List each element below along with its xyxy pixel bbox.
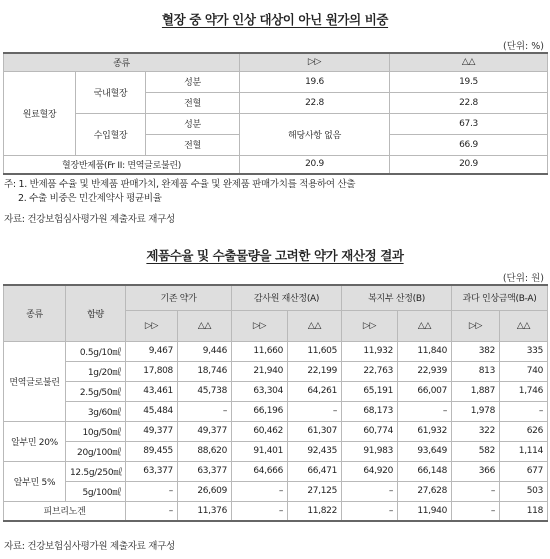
table-row: [4, 421, 548, 441]
note-2: 2. 수출 비중은 민간제약사 평균비율: [18, 193, 162, 204]
value-cell: 11,660: [232, 341, 288, 361]
value-cell: 813: [452, 361, 500, 381]
cell: 19.6: [240, 71, 390, 92]
table-row: [4, 501, 548, 521]
cell: 22.8: [390, 92, 548, 113]
dose-cell: 20g/100㎖: [66, 441, 126, 461]
value-cell: 118: [500, 501, 548, 521]
table-row: [4, 361, 548, 381]
header-excess: 과다 인상금액(B-A): [452, 285, 548, 310]
header-welfare: 복지부 산정(B): [342, 285, 452, 310]
value-cell: 322: [452, 421, 500, 441]
value-cell: 11,376: [178, 501, 232, 521]
value-cell: 582: [452, 441, 500, 461]
cell: 20.9: [390, 155, 548, 174]
header-col-a: ▷▷: [240, 53, 390, 71]
cell: 66.9: [390, 134, 548, 155]
sub-b: △△: [500, 310, 548, 341]
table-row: [4, 441, 548, 461]
table2-header-row: [4, 285, 548, 310]
value-cell: 66,007: [398, 381, 452, 401]
group-label: 면역글로불린: [4, 341, 66, 421]
value-cell: 18,746: [178, 361, 232, 381]
value-cell: 22,199: [288, 361, 342, 381]
value-cell: 677: [500, 461, 548, 481]
value-cell: 61,307: [288, 421, 342, 441]
table1-header-row: [4, 53, 548, 71]
value-cell: 9,446: [178, 341, 232, 361]
header-col-b: △△: [390, 53, 548, 71]
value-cell: 27,125: [288, 481, 342, 501]
table1-notes: [4, 178, 355, 206]
row-whole: 전혈: [146, 134, 240, 155]
value-cell: 21,940: [232, 361, 288, 381]
header-existing: 기존 약가: [126, 285, 232, 310]
group-label: 원료혈장: [4, 71, 76, 155]
sub-import: 수입혈장: [76, 113, 146, 155]
table2-body: [4, 341, 548, 521]
dose-cell: 0.5g/10㎖: [66, 341, 126, 361]
value-cell: –: [178, 401, 232, 421]
dose-cell: 12.5g/250㎖: [66, 461, 126, 481]
semi-label: 혈장반제품(Fr II: 면역글로불린): [4, 155, 240, 174]
value-cell: 17,808: [126, 361, 178, 381]
value-cell: 22,763: [342, 361, 398, 381]
value-cell: 64,666: [232, 461, 288, 481]
header-audit: 감사원 재산정(A): [232, 285, 342, 310]
value-cell: 366: [452, 461, 500, 481]
value-cell: 45,738: [178, 381, 232, 401]
value-cell: 22,939: [398, 361, 452, 381]
value-cell: 1,114: [500, 441, 548, 461]
row-whole: 전혈: [146, 92, 240, 113]
value-cell: 66,148: [398, 461, 452, 481]
value-cell: 11,932: [342, 341, 398, 361]
value-cell: –: [232, 501, 288, 521]
header-type: 종류: [4, 285, 66, 341]
value-cell: 45,484: [126, 401, 178, 421]
value-cell: 89,455: [126, 441, 178, 461]
table-row: [4, 71, 548, 92]
table-row: [4, 381, 548, 401]
value-cell: 11,840: [398, 341, 452, 361]
value-cell: 11,940: [398, 501, 452, 521]
group-label: 알부민 5%: [4, 461, 66, 501]
table-row: [4, 461, 548, 481]
sub-a: ▷▷: [126, 310, 178, 341]
table1-unit: (단위: %): [502, 41, 544, 52]
value-cell: 26,609: [178, 481, 232, 501]
dose-cell: 2.5g/50㎖: [66, 381, 126, 401]
value-cell: –: [288, 401, 342, 421]
value-cell: 49,377: [178, 421, 232, 441]
value-cell: 91,983: [342, 441, 398, 461]
value-cell: 1,887: [452, 381, 500, 401]
value-cell: 335: [500, 341, 548, 361]
sub-a: ▷▷: [342, 310, 398, 341]
value-cell: 382: [452, 341, 500, 361]
sub-a: ▷▷: [452, 310, 500, 341]
value-cell: 65,191: [342, 381, 398, 401]
value-cell: 61,932: [398, 421, 452, 441]
note-1: 주: 1. 반제품 수율 및 반제품 판매가치, 완제품 수율 및 완제품 판매가치를 적용하여 산출: [4, 179, 356, 190]
cell: 22.8: [240, 92, 390, 113]
value-cell: 88,620: [178, 441, 232, 461]
table2-unit: (단위: 원): [502, 273, 544, 284]
value-cell: 60,462: [232, 421, 288, 441]
value-cell: 68,173: [342, 401, 398, 421]
value-cell: 93,649: [398, 441, 452, 461]
fibrin-label: 피브리노겐: [4, 501, 126, 521]
value-cell: –: [126, 501, 178, 521]
table-row: [4, 481, 548, 501]
row-component: 성분: [146, 71, 240, 92]
value-cell: 503: [500, 481, 548, 501]
value-cell: 1,978: [452, 401, 500, 421]
dose-cell: 5g/100㎖: [66, 481, 126, 501]
value-cell: 92,435: [288, 441, 342, 461]
sub-b: △△: [178, 310, 232, 341]
na-note: 해당사항 없음: [240, 113, 390, 155]
table2-title: 제품수율 및 수출물량을 고려한 약가 재산정 결과: [146, 248, 404, 263]
value-cell: 63,377: [126, 461, 178, 481]
table-row: [4, 113, 548, 134]
value-cell: 60,774: [342, 421, 398, 441]
value-cell: 43,461: [126, 381, 178, 401]
value-cell: 66,471: [288, 461, 342, 481]
value-cell: –: [342, 481, 398, 501]
sub-b: △△: [288, 310, 342, 341]
value-cell: 63,304: [232, 381, 288, 401]
table1: [3, 52, 548, 175]
group-label: 알부민 20%: [4, 421, 66, 461]
value-cell: 91,401: [232, 441, 288, 461]
value-cell: 626: [500, 421, 548, 441]
table-row: [4, 155, 548, 174]
value-cell: –: [452, 501, 500, 521]
cell: 67.3: [390, 113, 548, 134]
sub-domestic: 국내혈장: [76, 71, 146, 113]
value-cell: 49,377: [126, 421, 178, 441]
value-cell: –: [500, 401, 548, 421]
value-cell: 66,196: [232, 401, 288, 421]
value-cell: 740: [500, 361, 548, 381]
table1-source: 자료: 건강보험심사평가원 제출자료 재구성: [4, 214, 175, 225]
value-cell: 11,605: [288, 341, 342, 361]
sub-a: ▷▷: [232, 310, 288, 341]
cell: 19.5: [390, 71, 548, 92]
header-dose: 함량: [66, 285, 126, 341]
value-cell: 64,261: [288, 381, 342, 401]
dose-cell: 1g/20㎖: [66, 361, 126, 381]
value-cell: –: [398, 401, 452, 421]
table1-title: 혈장 중 약가 인상 대상이 아닌 원가의 비중: [161, 12, 389, 27]
value-cell: 27,628: [398, 481, 452, 501]
value-cell: 1,746: [500, 381, 548, 401]
header-type: 종류: [4, 53, 240, 71]
table-row: [4, 401, 548, 421]
dose-cell: 3g/60㎖: [66, 401, 126, 421]
value-cell: –: [232, 481, 288, 501]
value-cell: 64,920: [342, 461, 398, 481]
table2-source: 자료: 건강보험심사평가원 제출자료 재구성: [4, 541, 175, 552]
value-cell: –: [126, 481, 178, 501]
table-row: [4, 341, 548, 361]
row-component: 성분: [146, 113, 240, 134]
cell: 20.9: [240, 155, 390, 174]
value-cell: 11,822: [288, 501, 342, 521]
value-cell: –: [452, 481, 500, 501]
value-cell: 63,377: [178, 461, 232, 481]
sub-b: △△: [398, 310, 452, 341]
dose-cell: 10g/50㎖: [66, 421, 126, 441]
value-cell: –: [342, 501, 398, 521]
value-cell: 9,467: [126, 341, 178, 361]
table2: [3, 284, 548, 522]
